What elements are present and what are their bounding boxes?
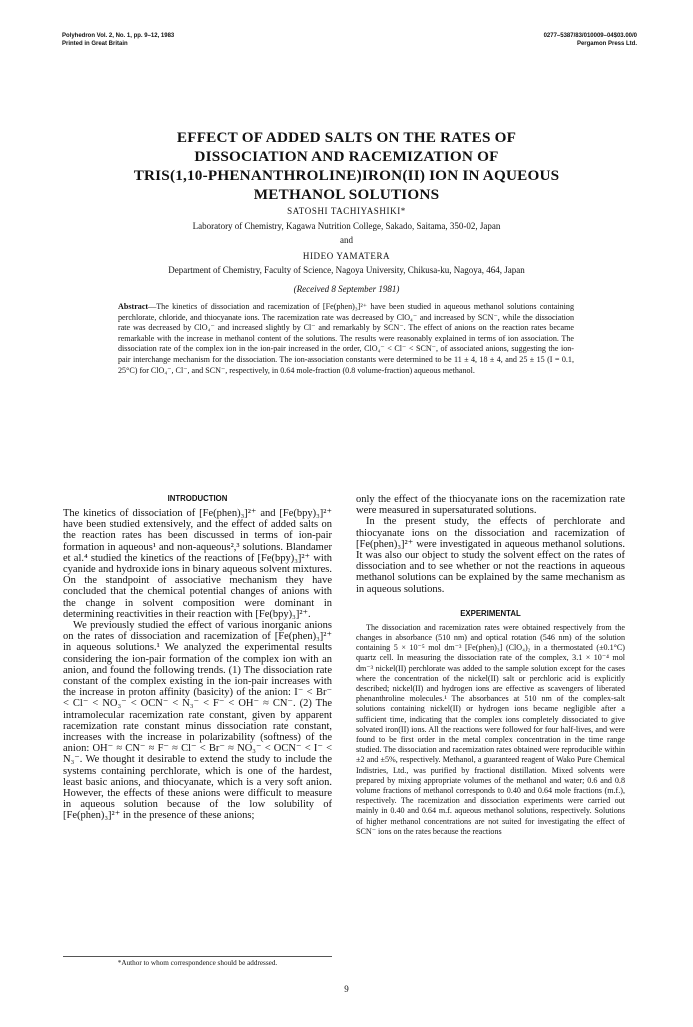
publisher: Pergamon Press Ltd. bbox=[576, 41, 637, 47]
intro-paragraph-3: only the effect of the thiocyanate ions on the racemization rate were measured in supersaturated solutions. bbox=[356, 494, 625, 517]
author-1: SATOSHI TACHIYASHIKI* bbox=[287, 206, 406, 216]
footnote: *Author to whom correspondence should be addressed. bbox=[63, 956, 332, 968]
abstract-text: —The kinetics of dissociation and racemization of [Fe(phen)₃]²⁺ have been studied in aqueous methanol solutions containing perchlorate, chloride, and thiocyanate ions. The racemization rate was decreased by ClO₄⁻ and increased by SCN⁻, while the dissociation rate was decreased by ClO₄⁻ and increased slightly by Cl⁻ and remarkably by SCN⁻. The effect of anions on the reaction rates became remarkable with the increase in methanol content of the solutions. The results were reasonably explained in terms of ion association. The dissociation rate of the complex ion in the ion-pair increased in the order, ClO₄⁻ < Cl⁻ < SCN⁻, of associated anions, suggesting the ion-pair interchange mechanism for the dissociation. The ion-association constants were determined to be 11 ± 4, 18 ± 4, and 25 ± 15 (I = 0.1, 25°C) for ClO₄⁻, Cl⁻, and SCN⁻, respectively, in 0.64 mole-fraction (0.8 volume-fraction) aqueous methanol. bbox=[118, 302, 574, 375]
title-line-3: TRIS(1,10-PHENANTHROLINE)IRON(II) ION IN AQUEOUS bbox=[133, 167, 560, 184]
journal-citation: Polyhedron Vol. 2, No. 1, pp. 9–12, 1983 bbox=[62, 33, 175, 39]
journal-header bbox=[62, 32, 174, 48]
abstract-label: Abstract bbox=[118, 302, 149, 311]
received-date: (Received 8 September 1981) bbox=[293, 284, 400, 294]
affiliation-1: Laboratory of Chemistry, Kagawa Nutrition College, Sakado, Saitama, 350-02, Japan bbox=[192, 221, 501, 231]
intro-paragraph-1: The kinetics of dissociation of [Fe(phen)₃]²⁺ and [Fe(bpy)₃]²⁺ have been studied extensively, and the effect of added salts on the reaction rates has been discussed in terms of ion-pair formation in aqueous¹ and non-aqueous²,³ solutions. Blandamer et al.⁴ studied the kinetics of the reactions of [Fe(bpy)₃]²⁺ with cyanide and hydroxide ions in binary aqueous solvent mixtures. On the standpoint of associative mechanism they have concluded that the chemical potential changes of anions with the change in solvent composition were dominant in determining reactivities in their reaction with [Fe(bpy)₃]²⁺. bbox=[63, 508, 332, 620]
title-line-2: DISSOCIATION AND RACEMIZATION OF bbox=[194, 148, 499, 165]
title-line-1: EFFECT OF ADDED SALTS ON THE RATES OF bbox=[176, 129, 517, 146]
journal-code: 0277–5387/83/010009–04$03.00/0 bbox=[543, 33, 637, 39]
introduction-heading: INTRODUCTION bbox=[167, 494, 228, 503]
paper-title bbox=[80, 128, 613, 204]
page-number: 9 bbox=[344, 984, 349, 994]
experimental-paragraph: The dissociation and racemization rates were obtained respectively from the changes in absorbance (510 nm) and optical rotation (546 nm) of the solution containing 5 × 10⁻⁵ mol dm⁻³ [Fe(phen)₃] (ClO₄)₂ in a thermostated (±0.1°C) quartz cell. In measuring the dissociation rate of the complex, 3.1 × 10⁻⁴ mol dm⁻³ nickel(II) perchlorate was added to the sample solution except for the cases where the concentration of the nickel(II) salt or perchloric acid is explicitly described; nickel(II) and hydrogen ions are effective as scavengers of liberated phenanthroline molecules.¹ The absorbances at 510 nm of the complex-salt solutions containing nickel(II) or hydrogen ions became negligible after a sufficient time, indicating that the complex ions completely dissociated to give solvated iron(II) ions. All the reactions were followed for four half-lives, and were found to be first order in the metal complex concentration in the time range studied. The dissociation and racemization rates obtained were reproducible within ±2 and ±5%, respectively. Methanol, a guaranteed reagent of Wako Pure Chemical Indistries, Ltd., was purified by fractional distillation. Mixed solvents were prepared by mixing appropriate volumes of the methanol and water; 0.6 and 0.8 volume fractions of methanol corresponds to 0.40 and 0.64 mole fractions (m.f.), respectively. The racemization and dissociation experiments were carried out mainly in 0.40 and 0.64 m.f. aqueous methanol solutions, respectively. Solutions of higher methanol concentrations are not suited for investigating the effect of SCN⁻ ions on the rates because the reactions bbox=[356, 622, 625, 836]
printed-in: Printed in Great Britain bbox=[62, 41, 128, 47]
title-line-4: METHANOL SOLUTIONS bbox=[253, 186, 440, 203]
experimental-heading: EXPERIMENTAL bbox=[460, 608, 521, 618]
right-column bbox=[356, 494, 625, 837]
left-column bbox=[63, 494, 332, 822]
abstract bbox=[118, 302, 574, 376]
intro-paragraph-4: In the present study, the effects of perchlorate and thiocyanate ions on the dissociation and racemization of [Fe(phen)₃]²⁺ were investigated in aqueous methanol solutions. It was also our object to study the solvent effect on the rates of dissociation and to see whether or not the reactions in aqueous methanol solutions can be explained by the same mechanism as in aqueous solutions. bbox=[356, 516, 625, 595]
author-2: HIDEO YAMATERA bbox=[302, 251, 391, 261]
affiliation-2: Department of Chemistry, Faculty of Science, Nagoya University, Chikusa-ku, Nagoya, 464, Japan bbox=[168, 265, 525, 275]
journal-code-header bbox=[544, 32, 637, 48]
and-separator: and bbox=[340, 235, 353, 245]
intro-paragraph-2: We previously studied the effect of various inorganic anions on the rates of dissociation and racemization of [Fe(phen)₃]²⁺ in aqueous solutions.¹ We analyzed the experimental results considering the ion-pair formation of the complex ion with an anion, and found the following trends. (1) The dissociation rate constant of the complex existing in the ion-pair increases with the increase in proton affinity (basicity) of the anion: I⁻ < Br⁻ < Cl⁻ < NO₃⁻ < OCN⁻ < N₃⁻ < F⁻ < OH⁻ ≈ CN⁻. (2) The intramolecular racemization rate constant, given by apparent racemization rate constant minus dissociation rate constant, increases with the increase in polarizability (softness) of the anion: OH⁻ ≈ CN⁻ ≈ F⁻ ≈ Cl⁻ < Br⁻ ≈ NO₃⁻ < OCN⁻ < I⁻ < N₃⁻. We thought it desirable to extend the study to include the systems containing perchlorate, which is one of the hardest, least basic anions, and thiocyanate, which is a very soft anion. However, the effects of these anions were difficult to measure in aqueous solution because of the low solubility of [Fe(phen)₃]²⁺ in the presence of these anions; bbox=[63, 620, 332, 822]
